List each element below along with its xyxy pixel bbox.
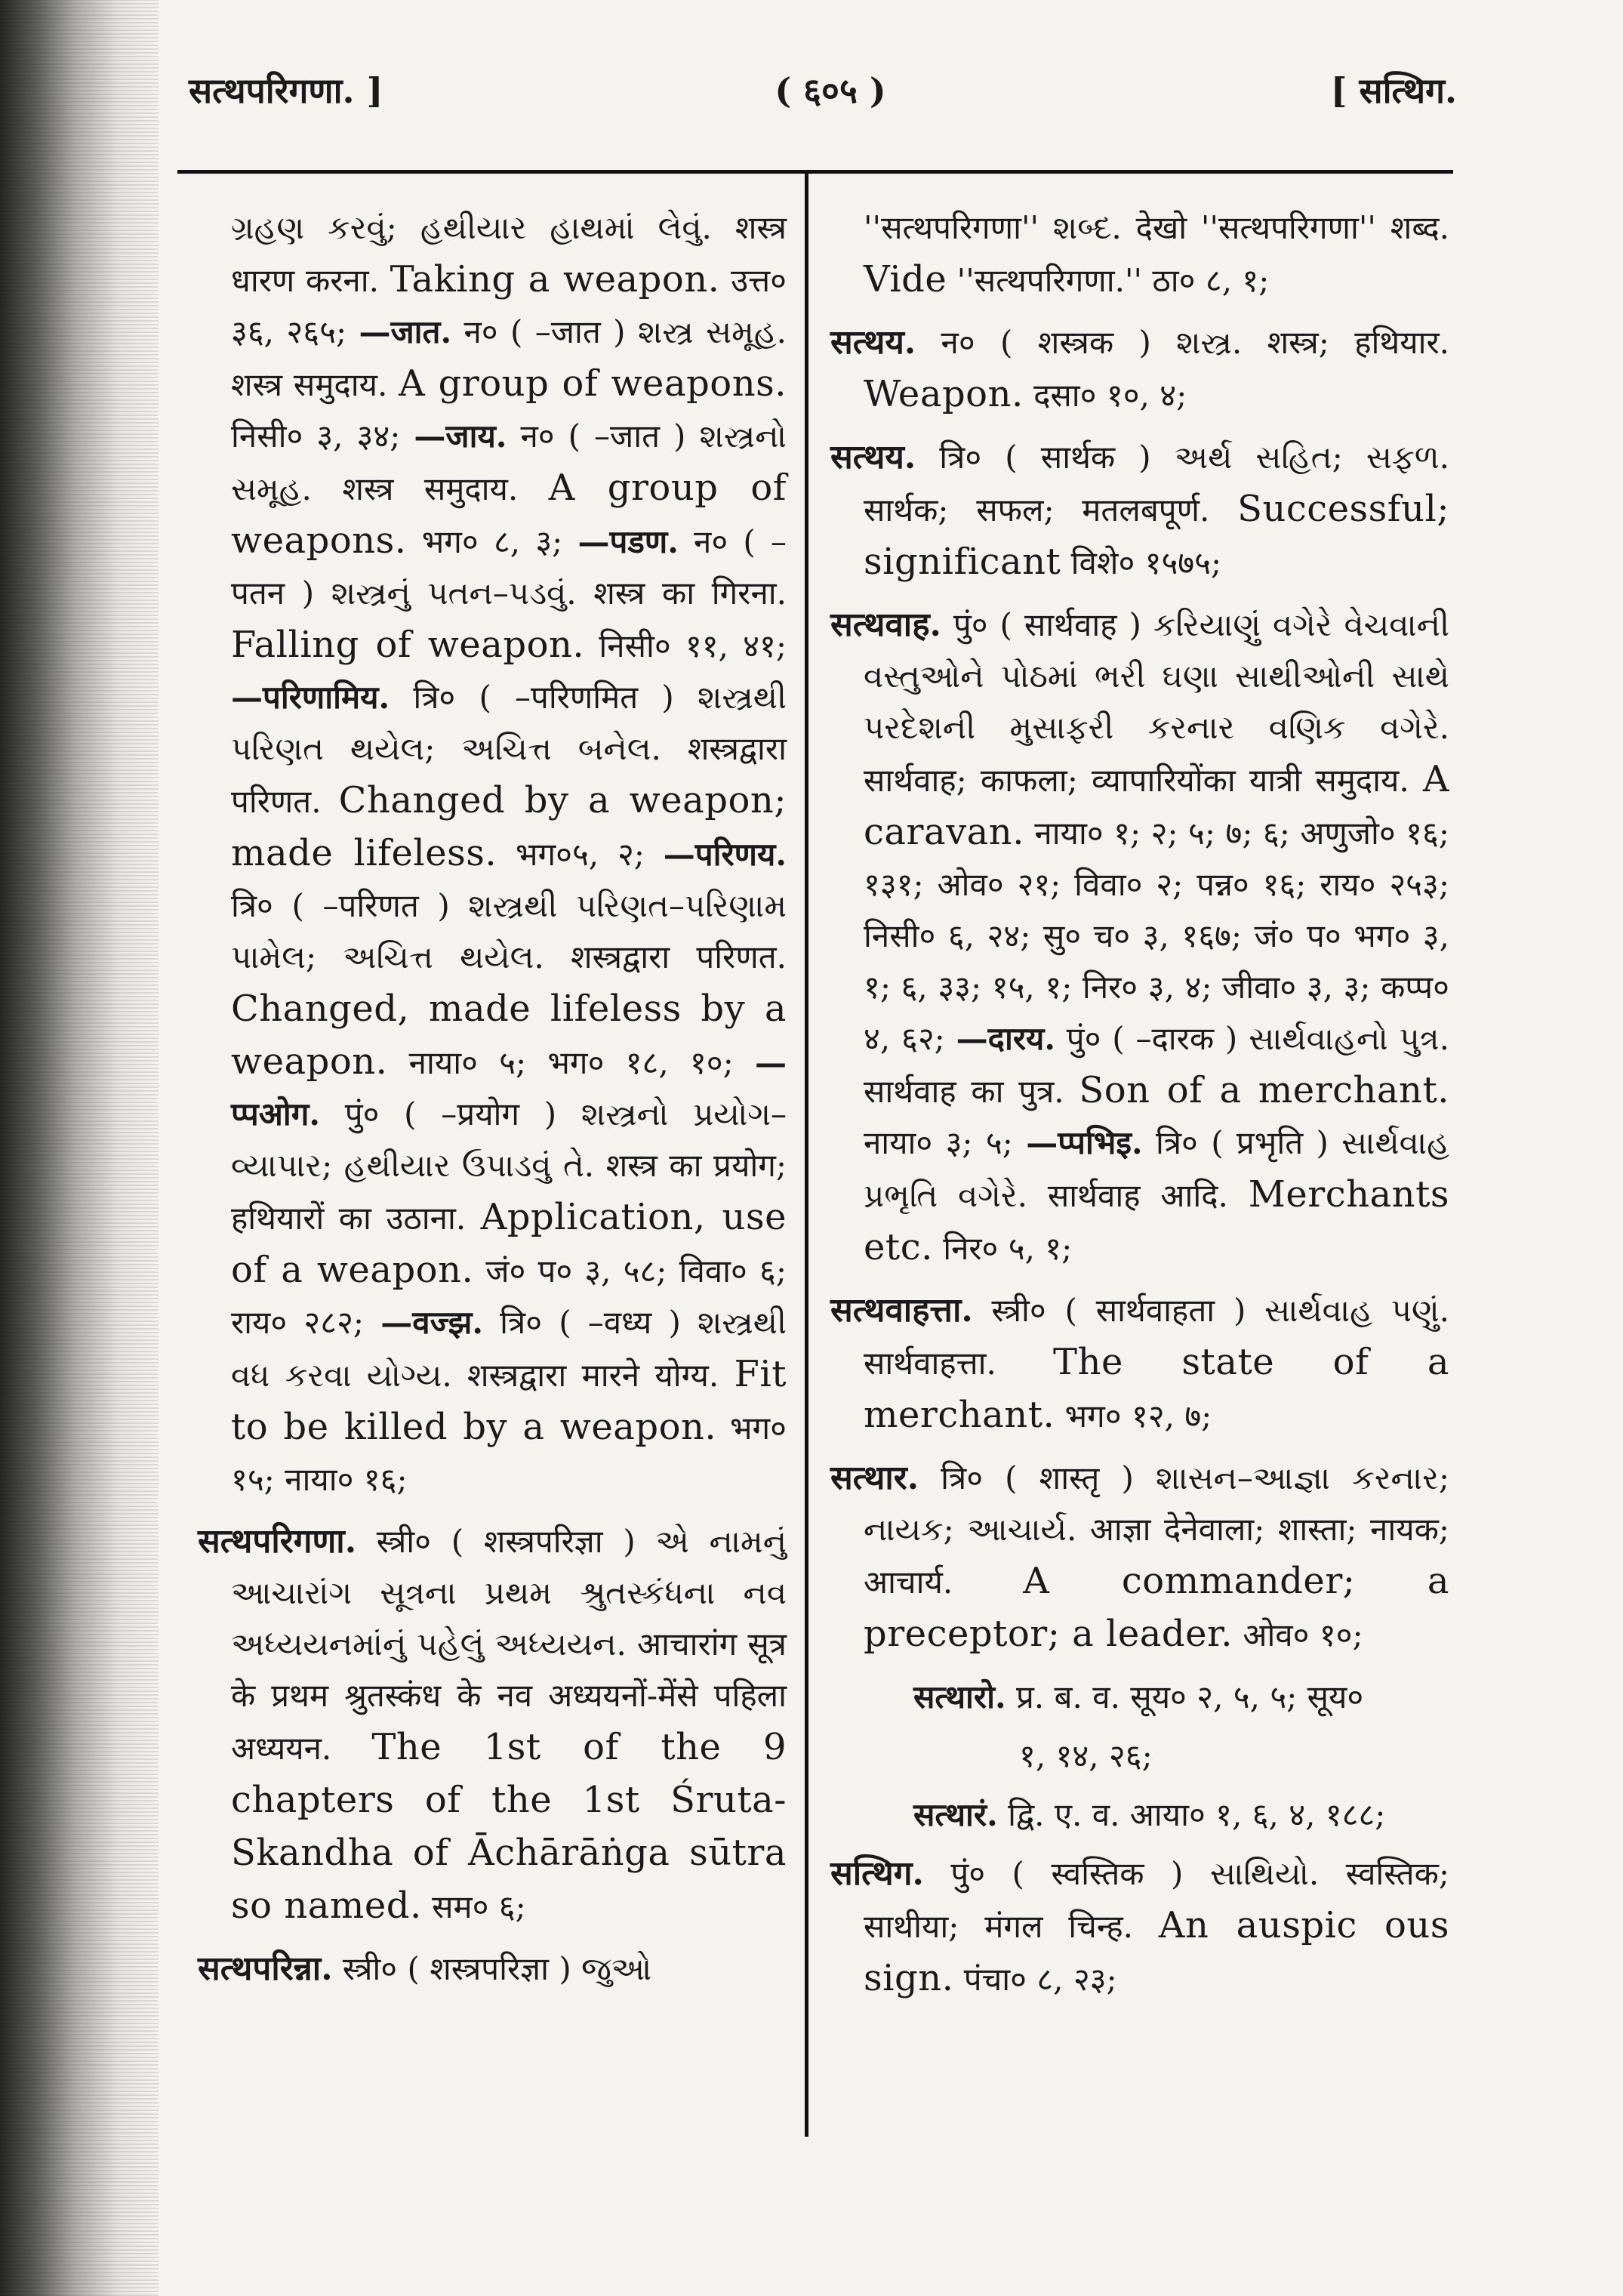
- inflection-line: [830, 1789, 1449, 1841]
- sub-entry-word: —दारय.: [956, 1020, 1055, 1057]
- definition-text: द्वि. ए. व. आया० १, ६, ४, १८८;: [997, 1796, 1386, 1833]
- english-gloss: The 1st of the 9 chapters of the 1st Śruta-Skandha of Āchārāṅga sūtra so named.: [231, 1726, 787, 1927]
- dictionary-entry: [198, 1516, 787, 1933]
- page-number: ( ६०५ ): [775, 70, 886, 111]
- dictionary-entry: [830, 202, 1449, 307]
- definition-text: न० ( –पतन ) શસ્ત્રનું પતન–પડવું. शस्त्र का गिरना.: [231, 523, 787, 612]
- left-column: [198, 202, 787, 2005]
- headword: सत्थपरिगणा.: [198, 1522, 357, 1561]
- definition-text: न० ( –जात ) શસ્ત્ર સમૂહ. शस्त्र समुदाय.: [231, 313, 787, 403]
- sub-entry-word: —जात.: [359, 313, 452, 350]
- sub-entry-word: —जाय.: [414, 418, 507, 455]
- dictionary-entry: [198, 1943, 787, 1995]
- definition-text: स्त्री० ( शस्त्रपरिज्ञा ) એ નામનું આચારાંગ સૂત્રના પ્રથમ શ્રુતસ્કંધના નવ અધ્યયનમાંનું પહેલું અધ્યયન. आचारांग सूत्र के प्रथम श्रुतस्कंध के नव अध्ययनों-मेंसे पहिला अध्ययन.: [231, 1523, 787, 1767]
- sub-entry-word: —परिणय.: [663, 836, 787, 873]
- english-gloss: A group of weapons.: [231, 467, 787, 562]
- headword: सत्थवाह.: [830, 606, 941, 644]
- definition-text: भग० ८, ३;: [406, 523, 578, 560]
- definition-text: भग०५, २;: [497, 836, 664, 873]
- definition-text: जं० प० ३, ५८; विवा० ६; राय० २८२;: [231, 1253, 787, 1341]
- definition-text: ओव० १०;: [1232, 1616, 1363, 1653]
- definition-text: दसा० १०, ४;: [1023, 377, 1187, 414]
- english-gloss: The state of a merchant.: [864, 1341, 1449, 1436]
- definition-text: निर० ५, १;: [932, 1230, 1073, 1267]
- english-gloss: A commander; a preceptor; a leader.: [864, 1560, 1449, 1655]
- definition-text: त्रि० ( सार्थक ) અર્થ સહિત; સફળ. सार्थक; सफल; मतलबपूर्ण.: [864, 439, 1449, 529]
- definition-text: सम० ६;: [421, 1888, 526, 1925]
- english-gloss: A caravan.: [864, 758, 1449, 853]
- definition-text: त्रि० ( –परिणत ) શસ્ત્રથી પરિણત–પરિણામ પામેલ; અચિત્ત થયેલ. शस्त्रद्वारा परिणत.: [231, 887, 787, 975]
- scan-shadow-edge: [0, 0, 159, 2296]
- headword: सत्थपरिन्ना.: [198, 1949, 333, 1988]
- definition-text: नाया० ३; ५;: [864, 1124, 1027, 1161]
- inflection-line: [830, 1672, 1449, 1723]
- page-header: [189, 66, 1457, 127]
- definition-text: निसी० ३, ३४;: [231, 418, 414, 455]
- english-gloss: Vide: [864, 258, 947, 300]
- dictionary-entry: [830, 432, 1449, 589]
- english-gloss: An auspic ous sign.: [864, 1904, 1449, 1999]
- inflection-line: [830, 1730, 1449, 1782]
- headword: सत्थय.: [830, 323, 916, 362]
- definition-text: नाया० ५; भग० १८, १०;: [387, 1044, 755, 1081]
- right-column: [830, 202, 1449, 2016]
- english-gloss: Successful; significant: [864, 488, 1449, 583]
- definition-text: पंचा० ८, २३;: [953, 1961, 1117, 1998]
- definition-text: स्त्री० ( सार्थवाहता ) સાર્થવાહ પણું. सार्थवाहत्ता.: [864, 1292, 1449, 1382]
- header-right-guideword: [ सत्थिग.: [1330, 70, 1457, 111]
- definition-text: ''सत्थपरिगणा'' શબ્દ. देखो ''सत्थपरिगणा'' शब्द.: [864, 209, 1449, 246]
- definition-text: त्रि० ( –वध्य ) શસ્ત્રથી વધ કરવા યોગ્ય. शस्त्रद्वारा मारने योग्य.: [231, 1304, 787, 1394]
- definition-text: ગ્રહણ કરવું; હથીયાર હાથમાં લેવું. शस्त्र धारण करना.: [231, 209, 787, 299]
- english-gloss: Son of a merchant.: [1079, 1069, 1449, 1111]
- sub-entry-word: —प्पभिइ.: [1026, 1124, 1143, 1161]
- definition-text: स्त्री० ( शस्त्रपरिज्ञा ) જુઓ: [332, 1950, 652, 1987]
- inflected-form: सत्थारो.: [913, 1678, 1006, 1715]
- dictionary-entry: [198, 202, 787, 1505]
- definition-text: त्रि० ( प्रभृति ) સાર્થવાહ પ્રભૃતિ વગેરે. सार्थवाह आदि.: [864, 1124, 1449, 1214]
- english-gloss: Taking a weapon.: [390, 258, 720, 300]
- definition-text: पुं० ( –दारक ) સાર્થવાહનો પુત્ર. सार्थवाह का पुत्र.: [864, 1020, 1449, 1110]
- definition-text: निसी० ११, ४१;: [584, 627, 787, 664]
- dictionary-entry: [830, 1453, 1449, 1661]
- header-left-guideword: सत्थपरिगणा. ]: [189, 70, 383, 111]
- column-divider: [805, 174, 808, 2137]
- dictionary-entry: [830, 599, 1449, 1274]
- english-gloss: Changed by a weapon; made lifeless.: [231, 779, 787, 874]
- definition-text: नाया० १; २; ५; ७; ६; अणुजो० १६; १३१; ओव० २१; विवा० २; पन्न० १६; राय० २५३; निसी० ६, २४; सु० च० ३, १६७; जं० प० भग० ३, १; ६, ३३; १५, १; निर० ३, ४; जीवा० ३, ३; कप्प० ४, ६२;: [864, 815, 1449, 1057]
- header-rule: [177, 170, 1453, 174]
- definition-text: भग० १२, ७;: [1055, 1398, 1212, 1435]
- definition-text: न० ( –जात ) શસ્ત્રનો સમૂહ. शस्त्र समुदाय.: [231, 418, 787, 507]
- english-gloss: Falling of weapon.: [231, 624, 585, 666]
- sub-entry-word: —परिणामिय.: [231, 679, 390, 716]
- definition-text: पुं० ( सार्थवाह ) કરિયાણું વગેરે વેચવાની વસ્તુઓને પોઠમાં ભરી ઘણા સાથીઓની સાથે પરદેશની મુસાફરી કરનાર વણિક વગેરે. सार्थवाह; काफला; व्यापारियोंका यात्री समुदाय.: [864, 606, 1449, 799]
- english-gloss: Fit to be killed by a weapon.: [231, 1353, 787, 1448]
- definition-text: न० ( शस्त्रक ) શસ્ત્ર. शस्त्र; हथियार.: [916, 324, 1449, 361]
- sub-entry-word: —प्पओग.: [231, 1044, 787, 1133]
- definition-text: पुं० ( स्वस्तिक ) સાથિયો. स्वस्तिक; साथीया; मंगल चिन्ह.: [864, 1855, 1449, 1945]
- headword: सत्थय.: [830, 438, 916, 476]
- dictionary-entry: [830, 1285, 1449, 1442]
- headword: सत्थिग.: [830, 1854, 924, 1893]
- definition-text: उत्त० ३६, २६५;: [231, 262, 787, 350]
- definition-text: विशे० १५७५;: [1061, 544, 1222, 581]
- definition-text: पुं० ( –प्रयोग ) શસ્ત્રનો પ્રયોગ–વ્યાપાર; હથીયાર ઉપાડવું તે. शस्त्र का प्रयोग; हथियारों का उठाना.: [231, 1096, 787, 1237]
- definition-text: १, १४, २६;: [1019, 1737, 1153, 1774]
- definition-text: ''सत्थपरिगणा.'' ठा० ८, १;: [947, 262, 1270, 299]
- dictionary-entry: [830, 1848, 1449, 2005]
- definition-text: त्रि० ( शास्तृ ) શાસન–આજ્ઞા કરનાર; નાયક; આચાર્ય. आज्ञा देनेवाला; शास्ता; नायक; आचार्य.: [864, 1459, 1449, 1601]
- inflected-form: सत्थारं.: [913, 1796, 998, 1833]
- definition-text: प्र. ब. व. सूय० २, ५, ५; सूय०: [1006, 1678, 1364, 1715]
- definition-text: त्रि० ( –परिणमित ) શસ્ત્રથી પરિણત થયેલ; અચિત્ત બનેલ. शस्त्रद्वारा परिणत.: [231, 679, 787, 820]
- dictionary-entry: [830, 317, 1449, 421]
- headword: सत्थार.: [830, 1459, 919, 1497]
- english-gloss: Merchants etc.: [864, 1173, 1449, 1268]
- english-gloss: Changed, made lifeless by a weapon.: [231, 988, 787, 1083]
- definition-text: भग० १५; नाया० १६;: [231, 1410, 787, 1498]
- english-gloss: A group of weapons.: [399, 362, 787, 405]
- headword: सत्थवाहत्ता.: [830, 1291, 973, 1330]
- english-gloss: Application, use of a weapon.: [231, 1196, 787, 1291]
- english-gloss: Weapon.: [864, 373, 1024, 415]
- sub-entry-word: —वज्झ.: [380, 1304, 484, 1341]
- sub-entry-word: —पडण.: [577, 523, 679, 560]
